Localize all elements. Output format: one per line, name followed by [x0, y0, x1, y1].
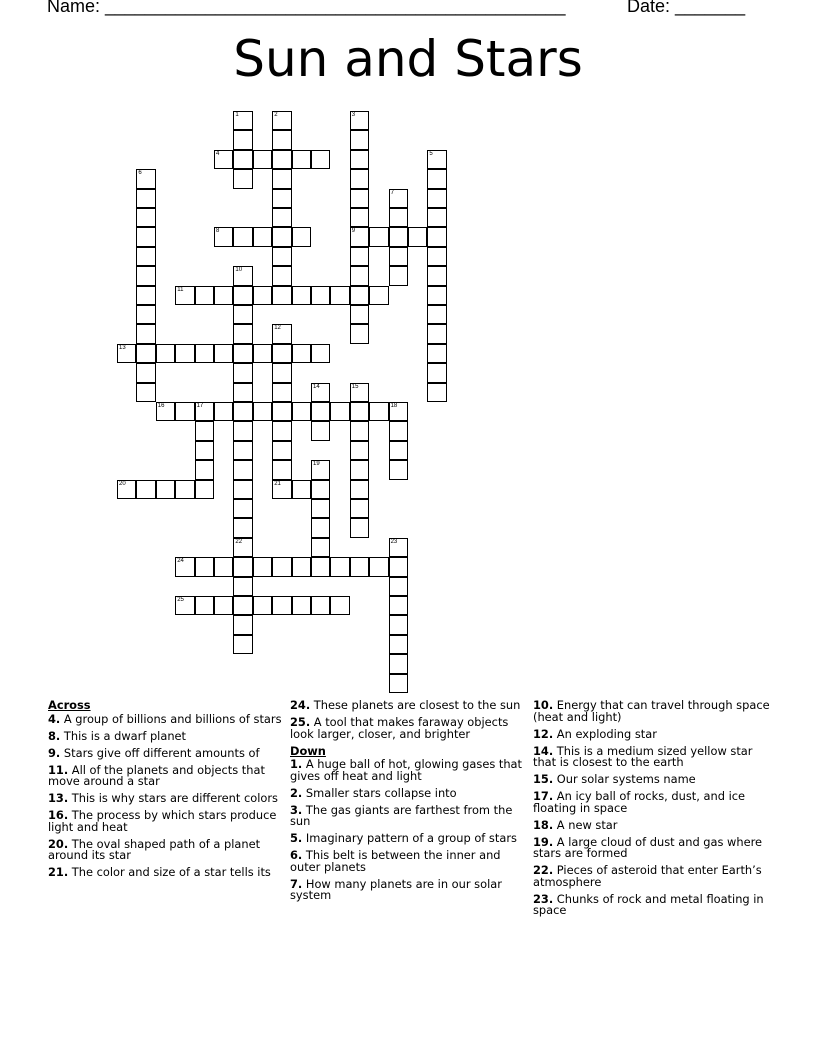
grid-cell[interactable]	[233, 305, 252, 324]
grid-cell[interactable]	[350, 421, 369, 440]
grid-cell[interactable]	[136, 227, 155, 246]
grid-cell[interactable]	[427, 344, 446, 363]
clue-across-21	[48, 867, 288, 879]
cell-number: 4	[216, 150, 220, 157]
grid-cell[interactable]	[214, 344, 233, 363]
clue-across-9	[48, 745, 288, 760]
grid-cell-25[interactable]	[175, 596, 194, 615]
clue-down-3	[290, 802, 530, 828]
grid-cell[interactable]	[233, 615, 252, 634]
grid-cell-11[interactable]	[175, 286, 194, 305]
clue-down-6	[290, 850, 530, 873]
grid-cell[interactable]	[369, 286, 388, 305]
grid-cell[interactable]	[233, 518, 252, 537]
clue-down-14	[533, 743, 773, 769]
grid-cell[interactable]	[350, 324, 369, 343]
clue-down-10	[533, 700, 773, 723]
cell-number: 7	[390, 189, 394, 196]
grid-cell[interactable]	[389, 654, 408, 673]
grid-cell[interactable]	[350, 169, 369, 188]
clues-column-3	[533, 700, 773, 922]
grid-cell[interactable]	[253, 150, 272, 169]
grid-cell[interactable]	[330, 286, 349, 305]
grid-cell[interactable]	[272, 363, 291, 382]
grid-cell[interactable]	[233, 635, 252, 654]
cell-number: 9	[351, 228, 356, 235]
date-field-label: Date: _______	[627, 0, 746, 16]
clue-across-16	[48, 810, 288, 833]
grid-cell-13[interactable]	[117, 344, 136, 363]
clue-text: An exploding star	[553, 726, 657, 741]
name-field-label: Name: ______________________________________________	[47, 0, 566, 16]
grid-cell[interactable]	[311, 480, 330, 499]
clue-across-4	[48, 711, 288, 726]
grid-cell[interactable]	[427, 363, 446, 382]
grid-cell[interactable]	[311, 344, 330, 363]
clue-number: 2.	[290, 785, 303, 800]
grid-cell[interactable]	[272, 421, 291, 440]
clue-text: Imaginary pattern of a group of stars	[302, 831, 517, 845]
clue-text: This is a medium sized yellow star that is closest to the earth	[533, 743, 753, 769]
grid-cell[interactable]	[233, 480, 252, 499]
clue-number: 25.	[290, 715, 311, 729]
grid-cell[interactable]	[253, 286, 272, 305]
clue-text: This is a dwarf planet	[60, 728, 187, 743]
grid-cell[interactable]	[350, 441, 369, 460]
grid-cell[interactable]	[350, 480, 369, 499]
clue-text: All of the planets and objects that move around a star	[48, 762, 265, 788]
grid-cell[interactable]	[272, 596, 291, 615]
grid-cell[interactable]	[427, 169, 446, 188]
cell-number: 25	[177, 597, 184, 603]
grid-cell[interactable]	[272, 130, 291, 149]
down-heading: Down	[290, 743, 326, 758]
grid-cell[interactable]	[311, 286, 330, 305]
clue-text: The color and size of a star tells its	[68, 865, 271, 879]
grid-cell[interactable]	[350, 130, 369, 149]
cell-number: 18	[390, 403, 398, 409]
grid-cell[interactable]	[233, 499, 252, 518]
clue-text: A huge ball of hot, glowing gases that gives off heat and light	[290, 757, 523, 783]
grid-cell[interactable]	[389, 208, 408, 227]
grid-cell[interactable]	[427, 383, 446, 402]
grid-cell[interactable]	[195, 441, 214, 460]
grid-cell[interactable]	[272, 208, 291, 227]
clue-text: Stars give off different amounts of	[60, 745, 260, 760]
clue-number: 15.	[533, 772, 554, 786]
grid-cell-9[interactable]	[350, 227, 369, 246]
grid-cell[interactable]	[311, 596, 330, 615]
clue-text: The process by which stars produce light and heat	[48, 808, 277, 834]
grid-cell[interactable]	[233, 441, 252, 460]
grid-cell-2[interactable]	[272, 111, 291, 130]
grid-cell[interactable]	[272, 169, 291, 188]
clue-text: A group of billions and billions of stars	[60, 711, 282, 726]
grid-cell[interactable]	[272, 266, 291, 285]
cell-number: 10	[235, 267, 243, 274]
grid-cell[interactable]	[311, 518, 330, 537]
cell-number: 8	[216, 228, 220, 235]
grid-cell[interactable]	[214, 286, 233, 305]
cell-number: 12	[274, 325, 281, 332]
grid-cell[interactable]	[233, 460, 252, 479]
cell-number: 17	[196, 403, 204, 409]
grid-cell[interactable]	[427, 208, 446, 227]
grid-cell[interactable]	[175, 402, 194, 421]
grid-cell[interactable]	[272, 286, 291, 305]
cell-number: 24	[177, 558, 184, 565]
clue-down-2	[290, 785, 530, 800]
grid-cell[interactable]	[233, 324, 252, 343]
grid-cell[interactable]	[427, 286, 446, 305]
cell-number: 1	[235, 112, 239, 118]
grid-cell[interactable]	[233, 421, 252, 440]
clue-down-19	[533, 834, 773, 860]
grid-cell[interactable]	[292, 286, 311, 305]
clue-across-25	[290, 717, 530, 740]
grid-cell[interactable]	[350, 247, 369, 266]
grid-cell[interactable]	[350, 557, 369, 576]
grid-cell[interactable]	[272, 557, 291, 576]
grid-cell[interactable]	[427, 247, 446, 266]
grid-cell[interactable]	[253, 344, 272, 363]
grid-cell[interactable]	[233, 577, 252, 596]
grid-cell[interactable]	[311, 402, 330, 421]
clue-across-13	[48, 793, 288, 805]
grid-cell[interactable]	[195, 286, 214, 305]
grid-cell[interactable]	[350, 460, 369, 479]
grid-cell[interactable]	[136, 324, 155, 343]
grid-cell[interactable]	[156, 344, 175, 363]
grid-cell[interactable]	[369, 402, 388, 421]
clue-number: 6.	[290, 848, 303, 862]
grid-cell[interactable]	[311, 538, 330, 557]
grid-cell[interactable]	[233, 150, 252, 169]
grid-cell[interactable]	[292, 150, 311, 169]
grid-cell-19[interactable]	[311, 460, 330, 479]
grid-cell[interactable]	[233, 130, 252, 149]
grid-cell[interactable]	[272, 460, 291, 479]
grid-cell[interactable]	[214, 402, 233, 421]
across-heading: Across	[48, 698, 91, 712]
grid-cell[interactable]	[233, 402, 252, 421]
cell-number: 23	[390, 538, 398, 545]
grid-cell[interactable]	[330, 402, 349, 421]
grid-cell-5[interactable]	[427, 150, 446, 169]
grid-cell[interactable]	[272, 227, 291, 246]
clue-text: These planets are closest to the sun	[310, 698, 521, 712]
grid-cell[interactable]	[389, 441, 408, 460]
grid-cell[interactable]	[408, 227, 427, 246]
grid-cell-15[interactable]	[350, 383, 369, 402]
clue-number: 17.	[533, 789, 554, 803]
clue-number: 1.	[290, 757, 303, 771]
grid-cell[interactable]	[175, 480, 194, 499]
grid-cell[interactable]	[195, 421, 214, 440]
grid-cell[interactable]	[427, 266, 446, 285]
grid-cell[interactable]	[272, 402, 291, 421]
clue-number: 4.	[48, 711, 61, 726]
grid-cell[interactable]	[389, 577, 408, 596]
clue-text: Smaller stars collapse into	[302, 785, 457, 800]
grid-cell-22[interactable]	[233, 538, 252, 557]
clue-number: 21.	[48, 865, 69, 879]
grid-cell[interactable]	[136, 286, 155, 305]
page-title: Sun and Stars	[233, 30, 583, 88]
grid-cell-8[interactable]	[214, 227, 233, 246]
grid-cell[interactable]	[195, 596, 214, 615]
clue-down-22	[533, 865, 773, 888]
grid-cell[interactable]	[350, 150, 369, 169]
grid-cell[interactable]	[272, 150, 291, 169]
cell-number: 14	[313, 383, 320, 390]
grid-cell[interactable]	[272, 441, 291, 460]
grid-cell[interactable]	[253, 402, 272, 421]
grid-cell[interactable]	[389, 266, 408, 285]
clue-number: 20.	[48, 836, 69, 851]
cell-number: 15	[351, 383, 359, 390]
grid-cell[interactable]	[272, 247, 291, 266]
grid-cell[interactable]	[136, 383, 155, 402]
clue-text: The gas giants are farthest from the sun	[290, 802, 513, 828]
grid-cell[interactable]	[389, 596, 408, 615]
clue-across-24	[290, 700, 530, 712]
grid-cell-16[interactable]	[156, 402, 175, 421]
cell-number: 2	[274, 112, 278, 118]
grid-cell[interactable]	[272, 189, 291, 208]
clue-text: An icy ball of rocks, dust, and ice floating in space	[533, 789, 746, 815]
grid-cell[interactable]	[369, 227, 388, 246]
grid-cell[interactable]	[350, 208, 369, 227]
grid-cell[interactable]	[389, 615, 408, 634]
grid-cell-23[interactable]	[389, 538, 408, 557]
grid-cell[interactable]	[233, 227, 252, 246]
grid-cell[interactable]	[233, 557, 252, 576]
grid-cell-4[interactable]	[214, 150, 233, 169]
grid-cell[interactable]	[233, 363, 252, 382]
grid-cell[interactable]	[427, 227, 446, 246]
grid-cell[interactable]	[233, 286, 252, 305]
grid-cell[interactable]	[233, 596, 252, 615]
clue-down-1	[290, 759, 530, 782]
grid-cell[interactable]	[136, 344, 155, 363]
clues-column-2	[290, 700, 530, 907]
grid-cell[interactable]	[136, 266, 155, 285]
clue-text: A new star	[553, 817, 618, 832]
grid-cell[interactable]	[350, 305, 369, 324]
grid-cell[interactable]	[330, 596, 349, 615]
grid-cell[interactable]	[389, 557, 408, 576]
grid-cell[interactable]	[311, 557, 330, 576]
grid-cell[interactable]	[350, 402, 369, 421]
cell-number: 11	[177, 286, 184, 293]
clue-number: 24.	[290, 698, 311, 712]
grid-cell[interactable]	[214, 596, 233, 615]
grid-cell-6[interactable]	[136, 169, 155, 188]
grid-cell-10[interactable]	[233, 266, 252, 285]
grid-cell-7[interactable]	[389, 189, 408, 208]
cell-number: 22	[235, 538, 243, 545]
clue-number: 23.	[533, 891, 554, 906]
cell-number: 19	[313, 461, 320, 468]
grid-cell[interactable]	[272, 344, 291, 363]
clue-text: A large cloud of dust and gas where stars are formed	[533, 834, 763, 860]
grid-cell[interactable]	[136, 305, 155, 324]
grid-cell-20[interactable]	[117, 480, 136, 499]
grid-cell[interactable]	[330, 557, 349, 576]
grid-cell-24[interactable]	[175, 557, 194, 576]
grid-cell[interactable]	[350, 266, 369, 285]
clue-text: Pieces of asteroid that enter Earth’s atmosphere	[533, 863, 762, 889]
clue-text: The oval shaped path of a planet around its star	[48, 836, 261, 862]
grid-cell[interactable]	[214, 557, 233, 576]
clue-down-23	[533, 891, 773, 917]
clue-number: 10.	[533, 698, 554, 712]
clue-number: 18.	[533, 817, 554, 832]
grid-cell[interactable]	[389, 674, 408, 693]
cell-number: 5	[429, 150, 433, 157]
grid-cell[interactable]	[136, 208, 155, 227]
grid-cell[interactable]	[233, 169, 252, 188]
grid-cell[interactable]	[389, 635, 408, 654]
clue-number: 14.	[533, 743, 554, 758]
cell-number: 13	[119, 344, 126, 351]
clue-text: This is why stars are different colors	[68, 791, 278, 805]
clue-text: This belt is between the inner and outer planets	[290, 848, 501, 874]
clue-number: 5.	[290, 831, 303, 845]
clue-across-20	[48, 836, 288, 862]
grid-cell[interactable]	[389, 227, 408, 246]
clue-down-15	[533, 774, 773, 786]
clue-number: 7.	[290, 876, 303, 891]
grid-cell[interactable]	[253, 557, 272, 576]
cell-number: 21	[274, 480, 281, 487]
grid-cell[interactable]	[292, 402, 311, 421]
clues-column-1	[48, 700, 288, 884]
grid-cell[interactable]	[253, 596, 272, 615]
clue-number: 3.	[290, 802, 303, 817]
cell-number: 3	[351, 112, 356, 118]
cell-number: 20	[119, 480, 126, 487]
grid-cell-12[interactable]	[272, 324, 291, 343]
cell-number: 6	[138, 170, 142, 177]
grid-cell[interactable]	[311, 499, 330, 518]
grid-cell[interactable]	[292, 557, 311, 576]
grid-cell-1[interactable]	[233, 111, 252, 130]
clue-text: A tool that makes faraway objects look larger, closer, and brighter	[290, 715, 509, 741]
clue-text: Our solar systems name	[553, 772, 696, 786]
grid-cell[interactable]	[253, 227, 272, 246]
grid-cell[interactable]	[136, 363, 155, 382]
grid-cell[interactable]	[136, 247, 155, 266]
grid-cell[interactable]	[389, 247, 408, 266]
clue-down-7	[290, 876, 530, 902]
clue-text: How many planets are in our solar system	[290, 876, 502, 902]
clue-number: 19.	[533, 834, 554, 849]
grid-cell[interactable]	[156, 480, 175, 499]
grid-cell[interactable]	[292, 344, 311, 363]
clue-number: 11.	[48, 762, 69, 777]
grid-cell[interactable]	[389, 460, 408, 479]
clue-number: 13.	[48, 791, 69, 805]
grid-cell[interactable]	[427, 305, 446, 324]
grid-cell[interactable]	[350, 189, 369, 208]
clue-number: 16.	[48, 808, 69, 822]
grid-cell[interactable]	[427, 189, 446, 208]
clue-number: 22.	[533, 863, 554, 877]
grid-cell[interactable]	[292, 227, 311, 246]
clue-across-8	[48, 728, 288, 743]
grid-cell[interactable]	[427, 324, 446, 343]
grid-cell-17[interactable]	[195, 402, 214, 421]
grid-cell[interactable]	[272, 383, 291, 402]
clue-number: 9.	[48, 745, 61, 760]
cell-number: 16	[157, 403, 165, 409]
grid-cell[interactable]	[233, 344, 252, 363]
clue-text: Chunks of rock and metal floating in space	[533, 891, 764, 917]
clue-across-11	[48, 762, 288, 788]
grid-cell[interactable]	[350, 499, 369, 518]
grid-cell[interactable]	[233, 383, 252, 402]
clue-number: 8.	[48, 728, 61, 743]
grid-cell[interactable]	[389, 421, 408, 440]
grid-cell[interactable]	[175, 344, 194, 363]
clue-down-5	[290, 833, 530, 845]
grid-cell[interactable]	[195, 557, 214, 576]
grid-cell-14[interactable]	[311, 383, 330, 402]
grid-cell[interactable]	[195, 344, 214, 363]
grid-cell[interactable]	[311, 421, 330, 440]
clue-down-18	[533, 817, 773, 832]
grid-cell[interactable]	[292, 596, 311, 615]
grid-cell-18[interactable]	[389, 402, 408, 421]
clue-down-17	[533, 791, 773, 814]
grid-cell-21[interactable]	[272, 480, 291, 499]
clue-number: 12.	[533, 726, 554, 741]
grid-cell[interactable]	[136, 189, 155, 208]
grid-cell[interactable]	[195, 460, 214, 479]
grid-cell[interactable]	[350, 518, 369, 537]
grid-cell[interactable]	[136, 480, 155, 499]
grid-cell[interactable]	[350, 286, 369, 305]
clue-down-12	[533, 726, 773, 741]
grid-cell[interactable]	[311, 150, 330, 169]
grid-cell[interactable]	[195, 480, 214, 499]
clue-text: Energy that can travel through space (heat and light)	[533, 698, 770, 724]
grid-cell[interactable]	[369, 557, 388, 576]
grid-cell-3[interactable]	[350, 111, 369, 130]
grid-cell[interactable]	[292, 480, 311, 499]
